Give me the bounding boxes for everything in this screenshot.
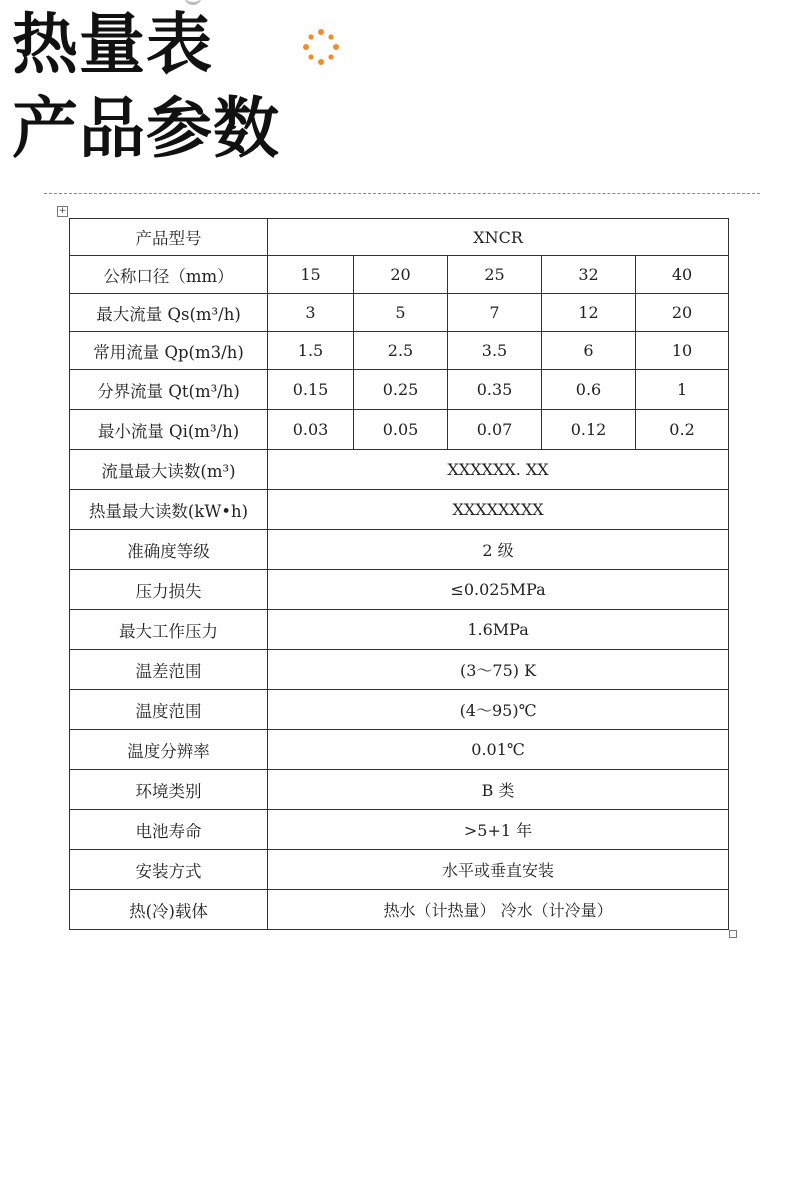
table-row bbox=[70, 610, 729, 650]
size-value-cell: 7 bbox=[448, 294, 542, 332]
size-value-cell: 5 bbox=[354, 294, 448, 332]
size-value-cell: 0.6 bbox=[542, 370, 636, 410]
table-row bbox=[70, 530, 729, 570]
table-row bbox=[70, 410, 729, 450]
row-label: 流量最大读数(m³) bbox=[70, 450, 268, 490]
row-value: >5+1 年 bbox=[268, 810, 729, 850]
page-subtitle: 产品参数 bbox=[12, 90, 280, 167]
row-label: 热量最大读数(kW•h) bbox=[70, 490, 268, 530]
row-label: 温度分辨率 bbox=[70, 730, 268, 770]
table-row bbox=[70, 850, 729, 890]
spec-table bbox=[69, 218, 729, 930]
size-value-cell: 40 bbox=[636, 256, 729, 294]
page-title: 热量表 bbox=[12, 6, 213, 83]
size-value-cell: 20 bbox=[636, 294, 729, 332]
top-arc-decoration bbox=[184, 0, 202, 5]
size-value-cell: 1.5 bbox=[268, 332, 354, 370]
row-label: 安装方式 bbox=[70, 850, 268, 890]
row-label: 分界流量 Qt(m³/h) bbox=[70, 370, 268, 410]
row-label: 常用流量 Qp(m3/h) bbox=[70, 332, 268, 370]
row-label: 温度范围 bbox=[70, 690, 268, 730]
dashed-divider bbox=[44, 193, 760, 194]
row-value: XXXXXXXX bbox=[268, 490, 729, 530]
row-value: XXXXXX. XX bbox=[268, 450, 729, 490]
row-label: 公称口径（mm） bbox=[70, 256, 268, 294]
table-row bbox=[70, 570, 729, 610]
row-label: 电池寿命 bbox=[70, 810, 268, 850]
row-value: ≤0.025MPa bbox=[268, 570, 729, 610]
row-label: 压力损失 bbox=[70, 570, 268, 610]
row-value: 热水（计热量） 冷水（计冷量） bbox=[268, 890, 729, 930]
table-row bbox=[70, 490, 729, 530]
size-value-cell: 0.07 bbox=[448, 410, 542, 450]
row-value: (4～95)℃ bbox=[268, 690, 729, 730]
row-value: 0.01℃ bbox=[268, 730, 729, 770]
row-value: XNCR bbox=[268, 219, 729, 256]
size-value-cell: 3.5 bbox=[448, 332, 542, 370]
row-value: 2 级 bbox=[268, 530, 729, 570]
table-row bbox=[70, 730, 729, 770]
table-row bbox=[70, 332, 729, 370]
row-label: 环境类别 bbox=[70, 770, 268, 810]
size-value-cell: 0.05 bbox=[354, 410, 448, 450]
row-value: 水平或垂直安装 bbox=[268, 850, 729, 890]
row-label: 最大流量 Qs(m³/h) bbox=[70, 294, 268, 332]
size-value-cell: 32 bbox=[542, 256, 636, 294]
row-label: 准确度等级 bbox=[70, 530, 268, 570]
row-label: 热(冷)载体 bbox=[70, 890, 268, 930]
table-row bbox=[70, 890, 729, 930]
size-value-cell: 2.5 bbox=[354, 332, 448, 370]
size-value-cell: 3 bbox=[268, 294, 354, 332]
size-value-cell: 20 bbox=[354, 256, 448, 294]
size-value-cell: 0.15 bbox=[268, 370, 354, 410]
table-row bbox=[70, 810, 729, 850]
size-value-cell: 0.03 bbox=[268, 410, 354, 450]
table-move-icon[interactable]: + bbox=[58, 206, 67, 216]
table-row bbox=[70, 256, 729, 294]
row-label: 最大工作压力 bbox=[70, 610, 268, 650]
row-value: 1.6MPa bbox=[268, 610, 729, 650]
table-row bbox=[70, 690, 729, 730]
size-value-cell: 25 bbox=[448, 256, 542, 294]
table-resize-handle[interactable] bbox=[729, 930, 737, 938]
table-row bbox=[70, 450, 729, 490]
row-value: B 类 bbox=[268, 770, 729, 810]
size-value-cell: 12 bbox=[542, 294, 636, 332]
table-row bbox=[70, 650, 729, 690]
size-value-cell: 10 bbox=[636, 332, 729, 370]
size-value-cell: 1 bbox=[636, 370, 729, 410]
table-row bbox=[70, 294, 729, 332]
table-row bbox=[70, 219, 729, 256]
size-value-cell: 6 bbox=[542, 332, 636, 370]
size-value-cell: 15 bbox=[268, 256, 354, 294]
dots-decoration-icon bbox=[302, 28, 340, 66]
row-label: 最小流量 Qi(m³/h) bbox=[70, 410, 268, 450]
table-row bbox=[70, 370, 729, 410]
row-value: (3～75) K bbox=[268, 650, 729, 690]
table-row bbox=[70, 770, 729, 810]
size-value-cell: 0.12 bbox=[542, 410, 636, 450]
size-value-cell: 0.25 bbox=[354, 370, 448, 410]
size-value-cell: 0.2 bbox=[636, 410, 729, 450]
row-label: 产品型号 bbox=[70, 219, 268, 256]
size-value-cell: 0.35 bbox=[448, 370, 542, 410]
row-label: 温差范围 bbox=[70, 650, 268, 690]
